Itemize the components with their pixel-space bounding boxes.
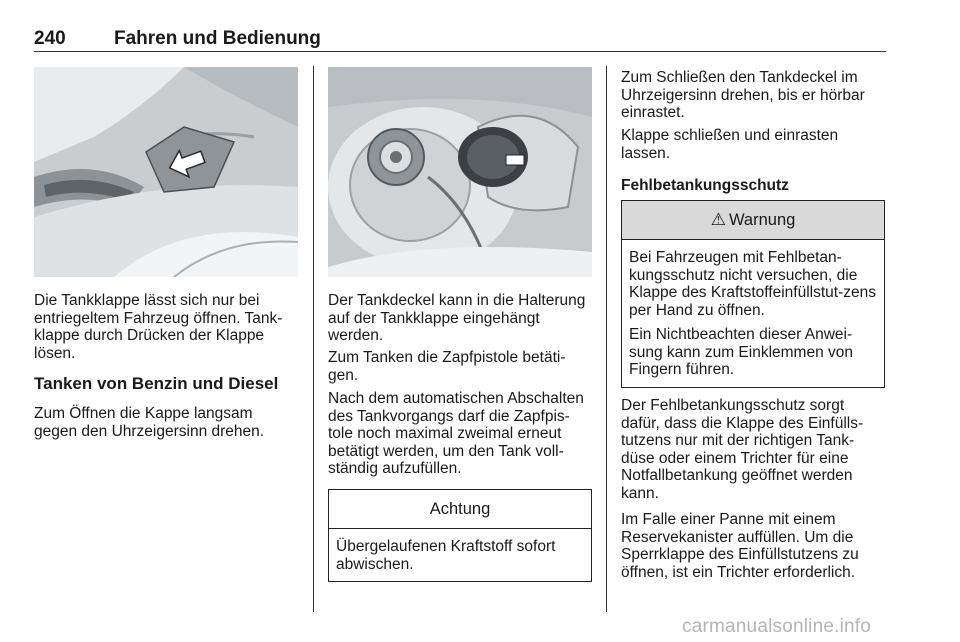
closing-flap-paragraph: Klappe schließen und einrasten lassen.: [621, 127, 839, 162]
warning-title: Warnung: [728, 210, 796, 229]
cap-holder-paragraph: Der Tankdeckel kann in die Halterung auf der Tankklappe eingehängt werden.: [328, 292, 586, 344]
caution-body: Übergelaufenen Kraftstoff sofort abwischen.: [336, 538, 556, 573]
fuel-cap-illustration: [328, 67, 592, 277]
warning-header: [622, 201, 884, 240]
watermark: carmanualsonline.info: [682, 616, 872, 637]
page-title: Fahren und Bedienung: [114, 28, 321, 49]
warning-icon: ⚠: [710, 210, 726, 229]
warning-body: Bei Fahrzeugen mit Fehlbetan-kungsschutz nicht versuchen, die Klappe des Kraftstoffeinfüllstut-zens per Hand zu öffnen. Ein Nichtbeachten dieser Anwei-sung kann zum Einklemmen von Fingern führen.: [629, 249, 876, 378]
breakdown-paragraph: Im Falle einer Panne mit einem Reservekanister auffüllen. Um die Sperrklappe des Einfüllstutzens zu öffnen, ist ein Trichter erforderlich.: [621, 511, 859, 581]
page-header: [34, 28, 886, 50]
cap-opening-paragraph: Zum Öffnen die Kappe langsam gegen den Uhrzeigersinn drehen.: [34, 405, 265, 440]
fuel-flap-paragraph: Die Tankklappe lässt sich nur bei entriegeltem Fahrzeug öffnen. Tank-klappe durch Drücken der Klappe lösen.: [34, 292, 283, 362]
nozzle-paragraph: Zum Tanken die Zapfpistole betäti-gen.: [328, 349, 566, 384]
page-number: 240: [34, 28, 66, 49]
section-heading-misfuel-protection: Fehlbetankungsschutz: [621, 177, 789, 194]
auto-shutoff-paragraph: Nach dem automatischen Abschalten des Tankvorgangs darf die Zapfpis-tole noch maximal zweimal erneut betätigt werden, um den Tank voll-ständig aufzufüllen.: [328, 390, 584, 477]
caution-box: [328, 489, 592, 582]
header-divider: [34, 51, 886, 52]
warning-box: [621, 200, 885, 388]
column-divider-1: [313, 66, 314, 612]
fuel-flap-illustration: [34, 67, 298, 277]
misfuel-protection-paragraph: Der Fehlbetankungsschutz sorgt dafür, dass die Klappe des Einfülls-tutzens nur mit der richtigen Tank-düse oder einem Trichter für eine Notfallbetankung geöffnet werden kann.: [621, 397, 864, 502]
caution-title: Achtung: [329, 490, 591, 529]
closing-cap-paragraph: Zum Schließen den Tankdeckel im Uhrzeigersinn drehen, bis er hörbar einrastet.: [621, 69, 865, 121]
column-divider-2: [606, 66, 607, 612]
section-heading-refuelling: Tanken von Benzin und Diesel: [34, 374, 279, 393]
